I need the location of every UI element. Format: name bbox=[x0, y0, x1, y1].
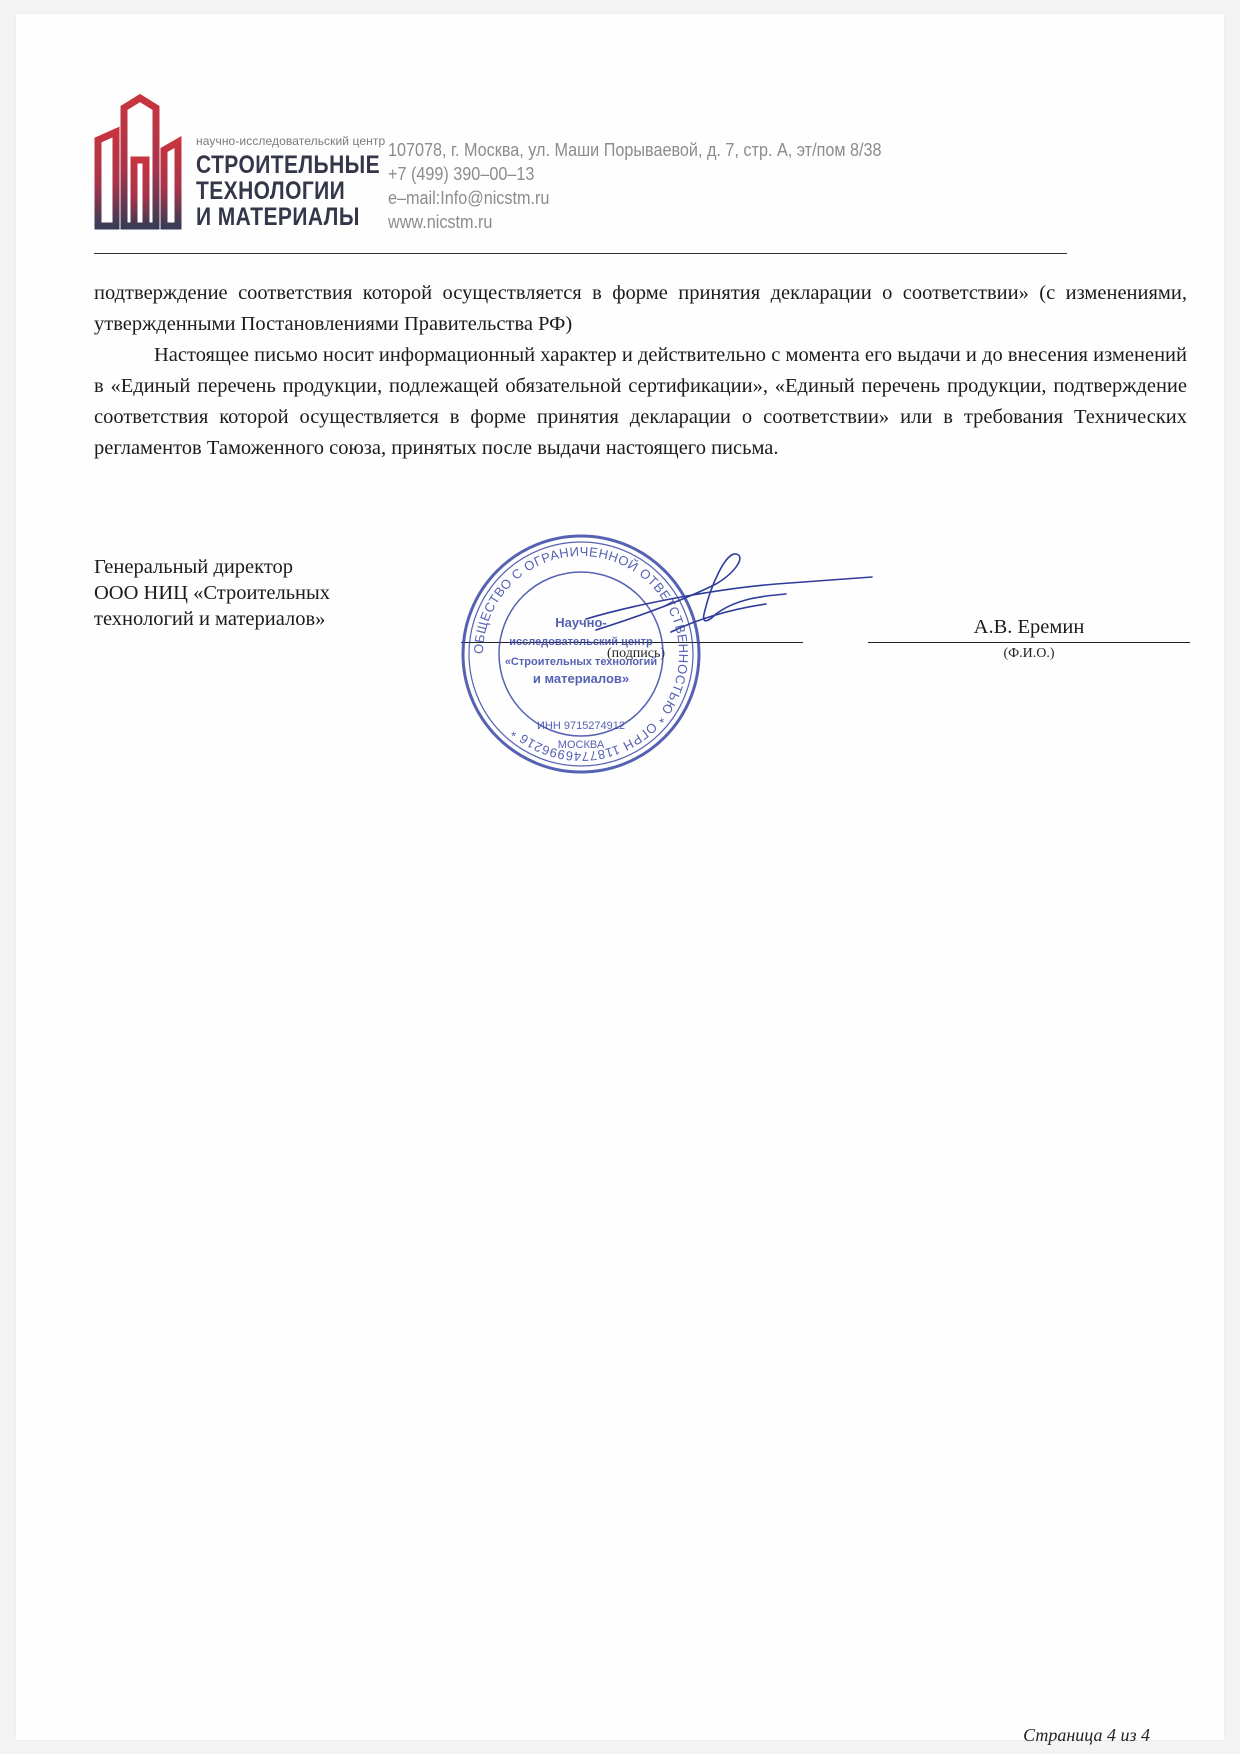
paragraph-2: Настоящее письмо носит информационный характер и действительно с момента его выдачи и до внесения изменений в «Единый перечень продукции, подлежащей обязательной сертификации», «Единый перечень продукции, подтверждение соответствия которой осуществляется в форме принятия декларации о соответствии» или в требования Технических регламентов Таможенного союза, принятых после выдачи настоящего письма. bbox=[94, 344, 1187, 459]
paragraph-1: подтверждение соответствия которой осуществляется в форме принятия декларации о соответствии» (с изменениями, утвержденными Постановлениями Правительства РФ) bbox=[94, 282, 1187, 335]
stamp-inn: ИНН 9715274912 bbox=[536, 720, 626, 732]
stamp-center-line-2: исследовательский центр bbox=[509, 636, 653, 648]
contact-block bbox=[388, 138, 882, 234]
company-logo bbox=[94, 94, 182, 230]
brand-line-1: СТРОИТЕЛЬНЫЕ bbox=[196, 151, 381, 179]
stamp-city: МОСКВА bbox=[557, 739, 605, 751]
stamp-center-line-1: Научно- bbox=[555, 615, 607, 630]
signer-name: А.В. Еремин bbox=[973, 616, 1085, 638]
stamp-center-line-3: «Строительных технологий bbox=[504, 656, 658, 668]
address: 107078, г. Москва, ул. Маши Порываевой, д. 7, стр. А, эт/пом 8/38 bbox=[388, 140, 882, 160]
brand-line-2: ТЕХНОЛОГИИ bbox=[196, 177, 346, 205]
name-caption: (Ф.И.О.) bbox=[1003, 646, 1055, 661]
signer-position-line-2: ООО НИЦ «Строительных bbox=[94, 582, 331, 604]
signer-position-line-3: технологий и материалов» bbox=[94, 608, 326, 630]
stamp-center-line-4: и материалов» bbox=[532, 671, 630, 686]
document-page bbox=[16, 14, 1224, 1745]
header-divider bbox=[94, 253, 1067, 254]
handwritten-signature bbox=[576, 544, 876, 654]
signer-position-line-1: Генеральный директор bbox=[94, 556, 294, 578]
website: www.nicstm.ru bbox=[388, 212, 493, 232]
signature-caption: (подпись) bbox=[606, 646, 666, 661]
brand-subtitle: научно-исследовательский центр bbox=[196, 134, 386, 148]
email: e–mail:Info@nicstm.ru bbox=[388, 188, 550, 208]
letter-body bbox=[94, 278, 1187, 464]
phone: +7 (499) 390–00–13 bbox=[388, 164, 535, 184]
signer-position bbox=[94, 554, 330, 632]
page-number: Страница 4 из 4 bbox=[1023, 1725, 1150, 1745]
brand-block bbox=[196, 135, 415, 230]
name-line bbox=[868, 642, 1190, 643]
stamp-ring-text: ОБЩЕСТВО С ОГРАНИЧЕННОЙ ОТВЕТСТВЕННОСТЬЮ * ОГРН 1187746996216 * bbox=[470, 543, 692, 765]
brand-line-3: И МАТЕРИАЛЫ bbox=[196, 203, 360, 231]
